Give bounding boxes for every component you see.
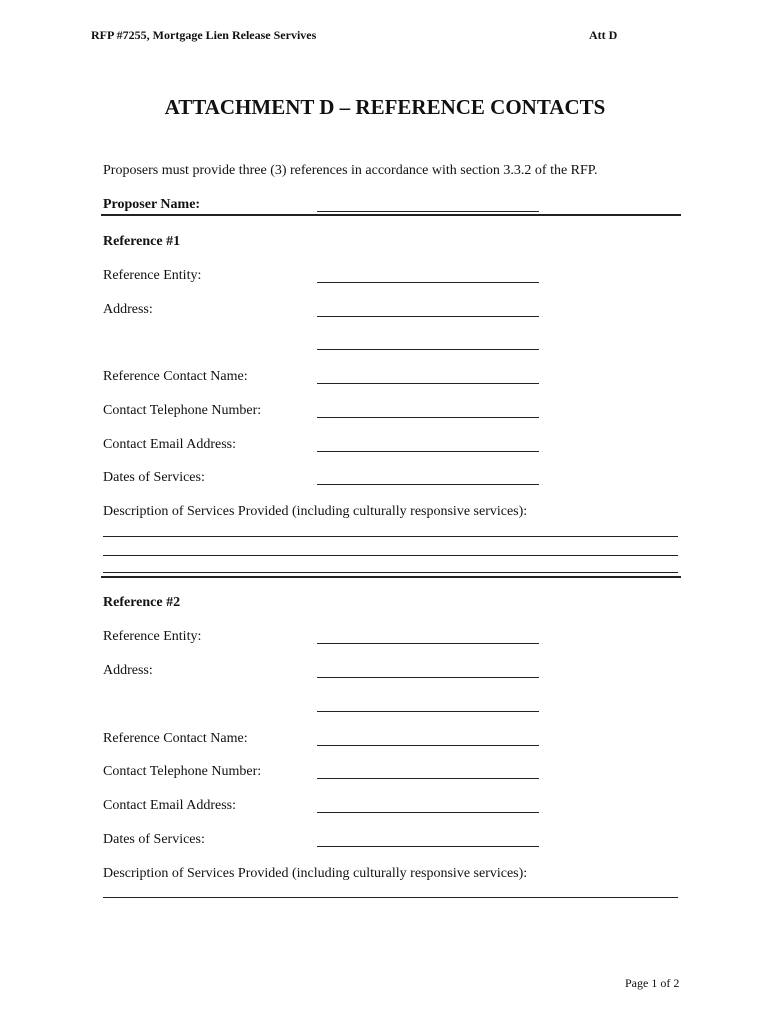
reference-1-description-line-1[interactable]: [103, 536, 678, 537]
running-header-attachment: Att D: [589, 28, 618, 42]
reference-2-dates-label: Dates of Services:: [103, 832, 205, 847]
reference-2-address-field-2[interactable]: [317, 711, 539, 712]
reference-1-description-line-3[interactable]: [103, 572, 678, 573]
reference-1-email-label: Contact Email Address:: [103, 437, 236, 452]
reference-2-heading: Reference #2: [103, 595, 181, 610]
page-title: ATTACHMENT D – REFERENCE CONTACTS: [164, 95, 606, 119]
reference-1-description-label: Description of Services Provided (including culturally responsive services):: [103, 504, 528, 519]
reference-2-telephone-label: Contact Telephone Number:: [103, 764, 262, 779]
reference-1-address-field-1[interactable]: [317, 316, 539, 317]
reference-2-entity-field[interactable]: [317, 643, 539, 644]
reference-1-entity-label: Reference Entity:: [103, 268, 202, 283]
reference-1-address-label: Address:: [103, 302, 153, 317]
reference-1-telephone-label: Contact Telephone Number:: [103, 403, 262, 418]
reference-2-telephone-field[interactable]: [317, 778, 539, 779]
reference-1-entity-field[interactable]: [317, 282, 539, 283]
reference-1-dates-field[interactable]: [317, 484, 539, 485]
reference-1-contact-name-field[interactable]: [317, 383, 539, 384]
reference-2-description-line-1[interactable]: [103, 897, 678, 898]
reference-1-heading: Reference #1: [103, 234, 181, 249]
running-header-title: RFP #7255, Mortgage Lien Release Servives: [91, 28, 317, 42]
reference-2-contact-name-label: Reference Contact Name:: [103, 731, 248, 746]
section-divider: [101, 576, 681, 578]
reference-2-entity-label: Reference Entity:: [103, 629, 202, 644]
reference-2-email-label: Contact Email Address:: [103, 798, 236, 813]
reference-1-description-line-2[interactable]: [103, 555, 678, 556]
reference-1-telephone-field[interactable]: [317, 417, 539, 418]
reference-2-email-field[interactable]: [317, 812, 539, 813]
section-divider: [101, 214, 681, 216]
reference-2-dates-field[interactable]: [317, 846, 539, 847]
reference-2-contact-name-field[interactable]: [317, 745, 539, 746]
reference-1-dates-label: Dates of Services:: [103, 470, 205, 485]
intro-text: Proposers must provide three (3) references in accordance with section 3.3.2 of the RFP.: [103, 163, 598, 178]
page-number: Page 1 of 2: [625, 976, 680, 990]
reference-1-address-field-2[interactable]: [317, 349, 539, 350]
proposer-name-field[interactable]: [317, 211, 539, 212]
reference-1-contact-name-label: Reference Contact Name:: [103, 369, 248, 384]
reference-1-email-field[interactable]: [317, 451, 539, 452]
proposer-name-label: Proposer Name:: [103, 197, 201, 212]
reference-2-description-label: Description of Services Provided (including culturally responsive services):: [103, 866, 528, 881]
reference-2-address-field-1[interactable]: [317, 677, 539, 678]
reference-2-address-label: Address:: [103, 663, 153, 678]
